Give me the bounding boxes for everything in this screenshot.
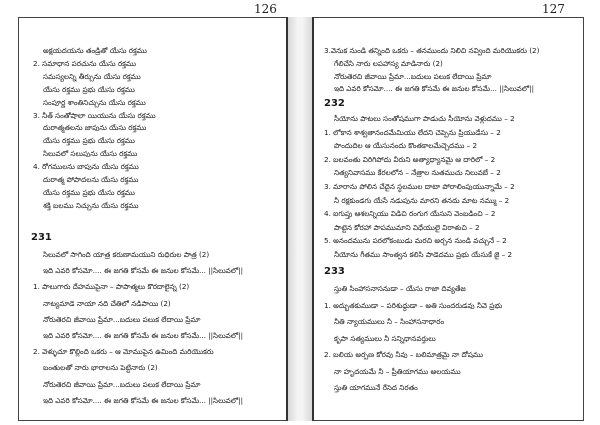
verse-line: ఇది ఎవరి కోసమో.... ఈ జగతి కోసమే ఈ జనుల కోసమే... ||సిలువలో|| (334, 84, 535, 94)
verse-line: యేసు రక్తము ప్రభు యేసు రక్తము (43, 84, 135, 94)
verse-line: 4. రోగములను బాపును యేసు రక్తము (33, 162, 139, 172)
verse-line: 5. అనందమును పరలోకంబుడు మరచి అర్చన నుండి వచ్చునే – 2 (324, 236, 507, 246)
book-gutter (288, 17, 312, 421)
hymn-number-232: 232 (324, 98, 345, 109)
verse-line: స్తుతి సింహాసనాసనుడా – యేసు రాజా దివ్యతేజ (334, 284, 466, 293)
verse-line: కృపా సత్యములు నీ సన్నిధానవర్తులు (334, 333, 436, 343)
verse-line: నీతి న్యాయములు నీ – సింహాసనాధారం (334, 317, 445, 326)
verse-line: నోరుతెరచి జీవాయి ప్రేమా...బదులు పలుక లేదాయి ప్రేమా (43, 379, 201, 389)
right-page (312, 17, 584, 421)
verse-line: పొందుదిల ఆ యేసునందు కొంతకాలమేచ్చెదము – 2 (334, 141, 478, 151)
verse-line: ఇది ఎవరి కోసమో.... ఈ జగతి కోసమే ఈ జనుల కోసమే... ||సిలువలో|| (43, 395, 244, 405)
verse-line: దురాత్మ పోపాదలను యేసు రక్తము (43, 175, 139, 184)
verse-line: నోరుతెరచి జీవాయి ప్రేమా...బదులు పలుక లేదాయి ప్రేమా (43, 314, 201, 324)
verse-line: యేసు రక్తము ప్రభు యేసు రక్తము (43, 136, 135, 146)
verse-line: సిలువలో సలుపును యేసు రక్తము (43, 149, 138, 159)
verse-line: 2. బలియ అర్పణ కోరవు నీవు – బలిమాత్రమై నా దోషము (324, 350, 483, 359)
verse-line: బంతులతో నారు భారాలను పెట్టినారు (2) (43, 363, 158, 373)
verse-line: పాట్టెన కోరహా పాపముమాని విధేయులై విరాళుచి – 2 (334, 222, 480, 232)
verse-line: గేలిచేసి నారు లపహాస్య మాడినారు (2) (334, 58, 443, 68)
verse-line: ఇది ఎవరి కోసమో.... ఈ జగతి కోసమే ఈ జనుల కోసమే... ||సిలువలో|| (43, 331, 244, 340)
hymn-number-233: 233 (324, 266, 345, 277)
verse-line: నీ రక్షకుండగు యేసే నడుపును మారని తనదు మాట నమ్ము – 2 (334, 195, 510, 205)
verse-line: 2. వెళ్ళుచూ కొల్లింది ఒకరు – ఆ మోముపైన ఉమింది మరియొకరు (33, 347, 214, 357)
verse-line: శక్తి బలము నిచ్చును యేసు రక్తము (43, 200, 139, 210)
verse-line: సమస్యలన్ని తీర్చును యేసు రక్తము (43, 71, 141, 81)
verse-line: నీయోను గీతము సాంత్వన కలిసి పాడెదము ప్రభు యేసుకే జై – 2 (334, 250, 513, 259)
verse-line: సీయోను పాటలు సంతోషముగా పాడుచు సీయోను వెళ్లుదము – 2 (334, 114, 515, 123)
verse-line: ఇది ఎవరి కోసమో.... ఈ జగతి కోసమే ఈ జనుల కోసమే... ||సిలువలో|| (43, 266, 244, 276)
verse-line: నిత్యనివాసము కేరలలోన – నేత్రాల నుతముచు నిలువబే – 2 (334, 168, 501, 178)
verse-line: సంపూర్ణ శాంతినిచ్చును యేసు రక్తము (43, 97, 146, 107)
verse-line: 4. ఐగుప్తు ఆశలన్నియు విడిచి రంగుగ యేసుని వెంబడించి – 2 (324, 209, 496, 219)
verse-line: అక్షయదయను తండ్రితో యేసు రక్తము (43, 46, 147, 55)
verse-line: 3.వెనుక నుండి తన్నింది ఒకరు – తనముందు నిలిచి నవ్వింది మరియొకరు (2) (324, 46, 540, 55)
right-page-content (314, 18, 583, 420)
verse-line: 2. బలవంతు విరిగిపోదు వీరుని అత్యాధ్యానమై ఆ దారిలో – 2 (324, 154, 496, 164)
verse-line: నాట్యమాడె నాయా నది చేతిలో నడిపాయి (2) (43, 298, 171, 308)
verse-line: సిలువలో సాగింది యాత్ర కరుణామయుని రుధిరుల పాత్ర (2) (43, 250, 210, 259)
left-page-content (19, 18, 286, 420)
verse-line: నా హృదయమే నీ – ప్రీతియాగము అలయము (334, 366, 461, 376)
verse-line: యేసు రక్తము ప్రభు యేసు రక్తము (43, 187, 135, 197)
verse-line: 2. సమాధాన పరచును యేసు రక్తము (33, 58, 136, 68)
verse-line: దురాత్మతలను జాపును యేసు రక్తము (43, 123, 147, 133)
verse-line: 1. లోకాన శాశ్వతానందమేమియు లేదని చెప్పెను ప్రియుడేసు – 2 (324, 127, 501, 137)
hymn-number-231: 231 (31, 232, 52, 243)
verse-line: 1. అద్భుతకుముడా – పరిశుధ్ధుడా – అతి సుందరుడవు నీవె ప్రభు (324, 300, 503, 310)
left-page-number: 126 (254, 2, 277, 16)
verse-line: 1. పాలుగారు దేహముపైనా – పాపాత్మలు కొరదాలైన్న (2) (33, 282, 190, 292)
verse-line: నోరుతెరచి జీవాయి ప్రేమా...బదులు పలుక లేదాయి ప్రేమా (334, 71, 492, 81)
verse-line: స్తుతి యాగమునే రేసెద నిరతం (334, 383, 418, 392)
left-page (18, 17, 288, 421)
verse-line: 3. నీత్ సంతోషాలా యియును యేసు రక్తము (33, 110, 156, 120)
right-page-number: 127 (542, 2, 565, 16)
verse-line: 3. మారాను పోలిన చేదైన స్థలముల దాటా పోరాలింపుయున్నామే – 2 (324, 182, 515, 191)
